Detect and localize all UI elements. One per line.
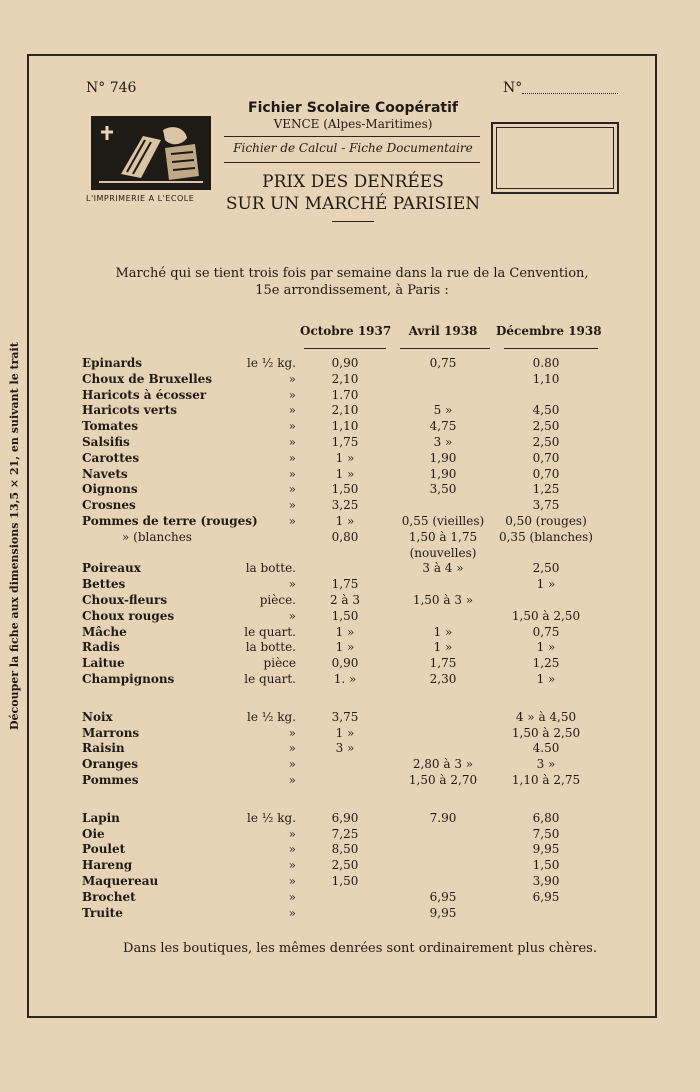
- item-name: Bettes: [82, 577, 126, 592]
- table-row: [0, 482, 700, 498]
- item-unit: le ½ kg.: [247, 709, 296, 724]
- price-april-1938: 5 »: [433, 403, 453, 418]
- price-april-1938: 0,55 (vieilles): [401, 514, 485, 528]
- column-rule-2: [400, 348, 490, 349]
- table-row: [0, 546, 700, 562]
- price-december-1938: 3,75: [532, 498, 560, 513]
- column-rule-3: [504, 348, 598, 349]
- item-name: Choux-fleurs: [82, 593, 168, 607]
- price-october-1937: 1,75: [331, 577, 359, 592]
- price-december-1938: 4,50: [532, 403, 560, 418]
- price-october-1937: 1,50: [331, 482, 359, 497]
- table-row: [0, 419, 700, 435]
- table-row: [0, 773, 700, 789]
- price-october-1937: 7,25: [331, 826, 359, 841]
- price-april-1938: 1,90: [429, 466, 457, 481]
- table-row: [0, 710, 700, 726]
- price-december-1938: 3,90: [532, 874, 560, 888]
- item-unit: »: [288, 826, 296, 841]
- item-unit: »: [288, 842, 296, 857]
- price-october-1937: 1,75: [331, 435, 359, 449]
- header-rule-top: [224, 136, 480, 137]
- price-october-1937: 6,90: [331, 810, 359, 825]
- item-unit: »: [288, 514, 296, 528]
- blank-box: [491, 122, 619, 194]
- price-october-1937: 1. »: [333, 672, 357, 686]
- item-name: Truite: [82, 905, 123, 920]
- footer-note: Dans les boutiques, les mêmes denrées sont ordinairement plus chères.: [123, 941, 597, 956]
- item-unit: »: [288, 577, 296, 592]
- price-december-1938: 9,95: [532, 842, 560, 857]
- price-october-1937: 1 »: [335, 450, 355, 465]
- item-name: Raisin: [82, 741, 125, 756]
- price-october-1937: 2,10: [331, 403, 359, 418]
- item-unit: »: [288, 725, 296, 740]
- item-name: Haricots verts: [82, 403, 178, 418]
- item-unit: »: [288, 435, 296, 449]
- price-december-1938: 1,50 à 2,50: [511, 608, 581, 623]
- item-unit: »: [288, 608, 296, 623]
- price-december-1938: 6,80: [532, 810, 560, 825]
- price-april-1938: 4,75: [429, 419, 457, 434]
- price-october-1937: 1,10: [331, 419, 359, 434]
- card-number-blank-line: [522, 93, 618, 94]
- price-december-1938: 1 »: [536, 672, 556, 686]
- item-name: Laitue: [82, 656, 125, 671]
- table-row: [0, 530, 700, 546]
- item-name: Oie: [82, 826, 105, 841]
- item-unit: »: [288, 757, 296, 772]
- price-december-1938: 0,50 (rouges): [505, 514, 587, 528]
- price-december-1938: 0,70: [532, 466, 560, 481]
- item-unit: le quart.: [244, 624, 296, 639]
- table-row: [0, 640, 700, 656]
- price-october-1937: 1,50: [331, 874, 359, 888]
- price-october-1937: 1 »: [335, 640, 355, 655]
- price-april-1938: 1 »: [433, 624, 453, 639]
- item-unit: »: [288, 498, 296, 513]
- item-name: Maquereau: [82, 874, 159, 888]
- item-name: Oignons: [82, 482, 138, 497]
- item-name: Tomates: [82, 419, 138, 434]
- price-april-1938: 1,50 à 1,75: [408, 529, 478, 544]
- item-name: Epinards: [82, 356, 143, 370]
- table-row: [0, 467, 700, 483]
- table-row: [0, 498, 700, 514]
- price-october-1937: 0,80: [331, 529, 359, 544]
- printing-press-logo-icon: [91, 116, 211, 190]
- item-name: Haricots à écosser: [82, 387, 207, 402]
- price-april-1938: 3 à 4 »: [422, 561, 464, 576]
- price-april-1938: 1,50 à 2,70: [408, 773, 478, 787]
- price-april-1938: 2,30: [429, 672, 457, 686]
- price-october-1937: 1 »: [335, 725, 355, 740]
- price-december-1938: 1,25: [532, 482, 560, 497]
- table-row: [0, 811, 700, 827]
- fiche-type: Fichier de Calcul - Fiche Documentaire: [233, 141, 473, 155]
- price-october-1937: 2,10: [331, 371, 359, 386]
- item-unit: la botte.: [245, 640, 296, 655]
- price-october-1937: 2,50: [331, 858, 359, 873]
- price-october-1937: 3,75: [331, 709, 359, 724]
- price-october-1937: 1 »: [335, 514, 355, 528]
- price-october-1937: 1,50: [331, 608, 359, 623]
- price-december-1938: 4 » à 4,50: [515, 709, 577, 724]
- price-april-1938: 1,75: [429, 656, 457, 671]
- item-unit: »: [288, 889, 296, 904]
- item-name: Pommes: [82, 773, 139, 787]
- table-row: [0, 726, 700, 742]
- item-unit: »: [288, 905, 296, 920]
- item-name: Lapin: [82, 810, 120, 825]
- price-october-1937: 1 »: [335, 624, 355, 639]
- price-december-1938: 1,10 à 2,75: [511, 773, 581, 787]
- item-name: Poulet: [82, 842, 126, 857]
- item-name: Champignons: [82, 672, 175, 686]
- price-october-1937: 1 »: [335, 466, 355, 481]
- table-row: [0, 388, 700, 404]
- item-name: Radis: [82, 640, 120, 655]
- item-unit: »: [288, 419, 296, 434]
- item-unit: pièce.: [259, 593, 296, 607]
- price-december-1938: 0,75: [532, 624, 560, 639]
- item-name: Crosnes: [82, 498, 136, 513]
- price-april-1938: 7.90: [429, 810, 457, 825]
- price-december-1938: 2,50: [532, 561, 560, 576]
- item-name: Pommes de terre (rouges): [82, 514, 258, 528]
- item-name: Choux rouges: [82, 608, 175, 623]
- item-unit: »: [288, 482, 296, 497]
- table-row: [0, 577, 700, 593]
- column-header-october-1937: Octobre 1937: [300, 324, 392, 338]
- item-unit: »: [288, 773, 296, 787]
- table-row: [0, 741, 700, 757]
- price-december-1938: 6,95: [532, 889, 560, 904]
- intro-line-2: 15e arrondissement, à Paris :: [255, 283, 449, 298]
- item-name: Salsifis: [82, 435, 130, 449]
- item-name: Noix: [82, 709, 113, 724]
- price-october-1937: 3 »: [335, 741, 355, 756]
- price-october-1937: 1.70: [331, 387, 359, 402]
- price-april-1938: 3 »: [433, 435, 453, 449]
- table-row: [0, 757, 700, 773]
- item-name: Navets: [82, 466, 128, 481]
- item-name: Carottes: [82, 450, 140, 465]
- table-row: [0, 451, 700, 467]
- item-unit: »: [288, 874, 296, 888]
- price-october-1937: 0,90: [331, 356, 359, 370]
- item-unit: »: [288, 371, 296, 386]
- item-name: Mâche: [82, 624, 127, 639]
- header-rule-bottom: [224, 162, 480, 163]
- title-rule: [332, 221, 374, 222]
- price-october-1937: 3,25: [331, 498, 359, 513]
- item-unit: »: [288, 858, 296, 873]
- price-april-1938: 6,95: [429, 889, 457, 904]
- item-unit: »: [288, 387, 296, 402]
- item-unit: »: [288, 466, 296, 481]
- price-december-1938: 1,50 à 2,50: [511, 725, 581, 740]
- organization-place: VENCE (Alpes-Maritimes): [273, 117, 433, 131]
- item-unit: le ½ kg.: [247, 356, 296, 370]
- item-unit: pièce: [263, 656, 296, 671]
- logo-caption: L'IMPRIMERIE A L'ECOLE: [86, 194, 195, 203]
- card-number: N° 746: [86, 80, 137, 96]
- item-name: Poireaux: [82, 561, 141, 576]
- price-april-1938: (nouvelles): [409, 545, 477, 560]
- price-december-1938: 1,10: [532, 371, 560, 386]
- price-december-1938: 1,25: [532, 656, 560, 671]
- price-december-1938: 4.50: [532, 741, 560, 756]
- table-row: [0, 858, 700, 874]
- price-april-1938: 1 »: [433, 640, 453, 655]
- item-unit: le ½ kg.: [247, 810, 296, 825]
- document-title-line-2: SUR UN MARCHÉ PARISIEN: [225, 194, 481, 214]
- price-october-1937: 8,50: [331, 842, 359, 857]
- table-row: [0, 514, 700, 530]
- table-row: [0, 656, 700, 672]
- column-header-april-1938: Avril 1938: [408, 324, 478, 338]
- cutting-instruction: Découper la fiche aux dimensions 13,5 × 21, en suivant le trait: [8, 342, 21, 730]
- price-april-1938: 2,80 à 3 »: [412, 757, 474, 772]
- column-rule-1: [304, 348, 386, 349]
- table-row: [0, 609, 700, 625]
- price-december-1938: 3 »: [536, 757, 556, 772]
- table-row: [0, 672, 700, 688]
- price-december-1938: 2,50: [532, 435, 560, 449]
- price-april-1938: 1,50 à 3 »: [412, 593, 474, 607]
- price-december-1938: 1 »: [536, 640, 556, 655]
- item-name: Hareng: [82, 858, 133, 873]
- document-title-line-1: PRIX DES DENRÉES: [262, 172, 444, 192]
- card-number-blank-label: N°: [503, 80, 523, 96]
- price-december-1938: 2,50: [532, 419, 560, 434]
- table-row: [0, 625, 700, 641]
- table-row: [0, 356, 700, 372]
- table-row: [0, 435, 700, 451]
- price-december-1938: 1 »: [536, 577, 556, 592]
- price-april-1938: 1,90: [429, 450, 457, 465]
- column-header-december-1938: Décembre 1938: [496, 324, 602, 338]
- table-row: [0, 372, 700, 388]
- item-unit: »: [288, 403, 296, 418]
- price-december-1938: 0,35 (blanches): [498, 529, 593, 544]
- item-name: Choux de Bruxelles: [82, 371, 213, 386]
- intro-line-1: Marché qui se tient trois fois par semaine dans la rue de la Cenvention,: [115, 266, 589, 281]
- item-name: » (blanches: [122, 529, 192, 544]
- price-december-1938: 7,50: [532, 826, 560, 841]
- price-december-1938: 0.80: [532, 356, 560, 370]
- table-row: [0, 890, 700, 906]
- price-december-1938: 1,50: [532, 858, 560, 873]
- table-row: [0, 403, 700, 419]
- price-april-1938: 0,75: [429, 356, 457, 370]
- price-april-1938: 9,95: [429, 905, 457, 920]
- item-unit: le quart.: [244, 672, 296, 686]
- table-row: [0, 593, 700, 609]
- table-row: [0, 827, 700, 843]
- item-unit: »: [288, 450, 296, 465]
- table-row: [0, 874, 700, 890]
- item-name: Brochet: [82, 889, 136, 904]
- price-october-1937: 2 à 3: [329, 593, 361, 607]
- table-row: [0, 842, 700, 858]
- price-december-1938: 0,70: [532, 450, 560, 465]
- organization-title: Fichier Scolaire Coopératif: [248, 100, 458, 116]
- item-unit: la botte.: [245, 561, 296, 576]
- table-row: [0, 561, 700, 577]
- item-name: Oranges: [82, 757, 139, 772]
- item-name: Marrons: [82, 725, 140, 740]
- price-october-1937: 0,90: [331, 656, 359, 671]
- price-april-1938: 3,50: [429, 482, 457, 497]
- item-unit: »: [288, 741, 296, 756]
- table-row: [0, 906, 700, 922]
